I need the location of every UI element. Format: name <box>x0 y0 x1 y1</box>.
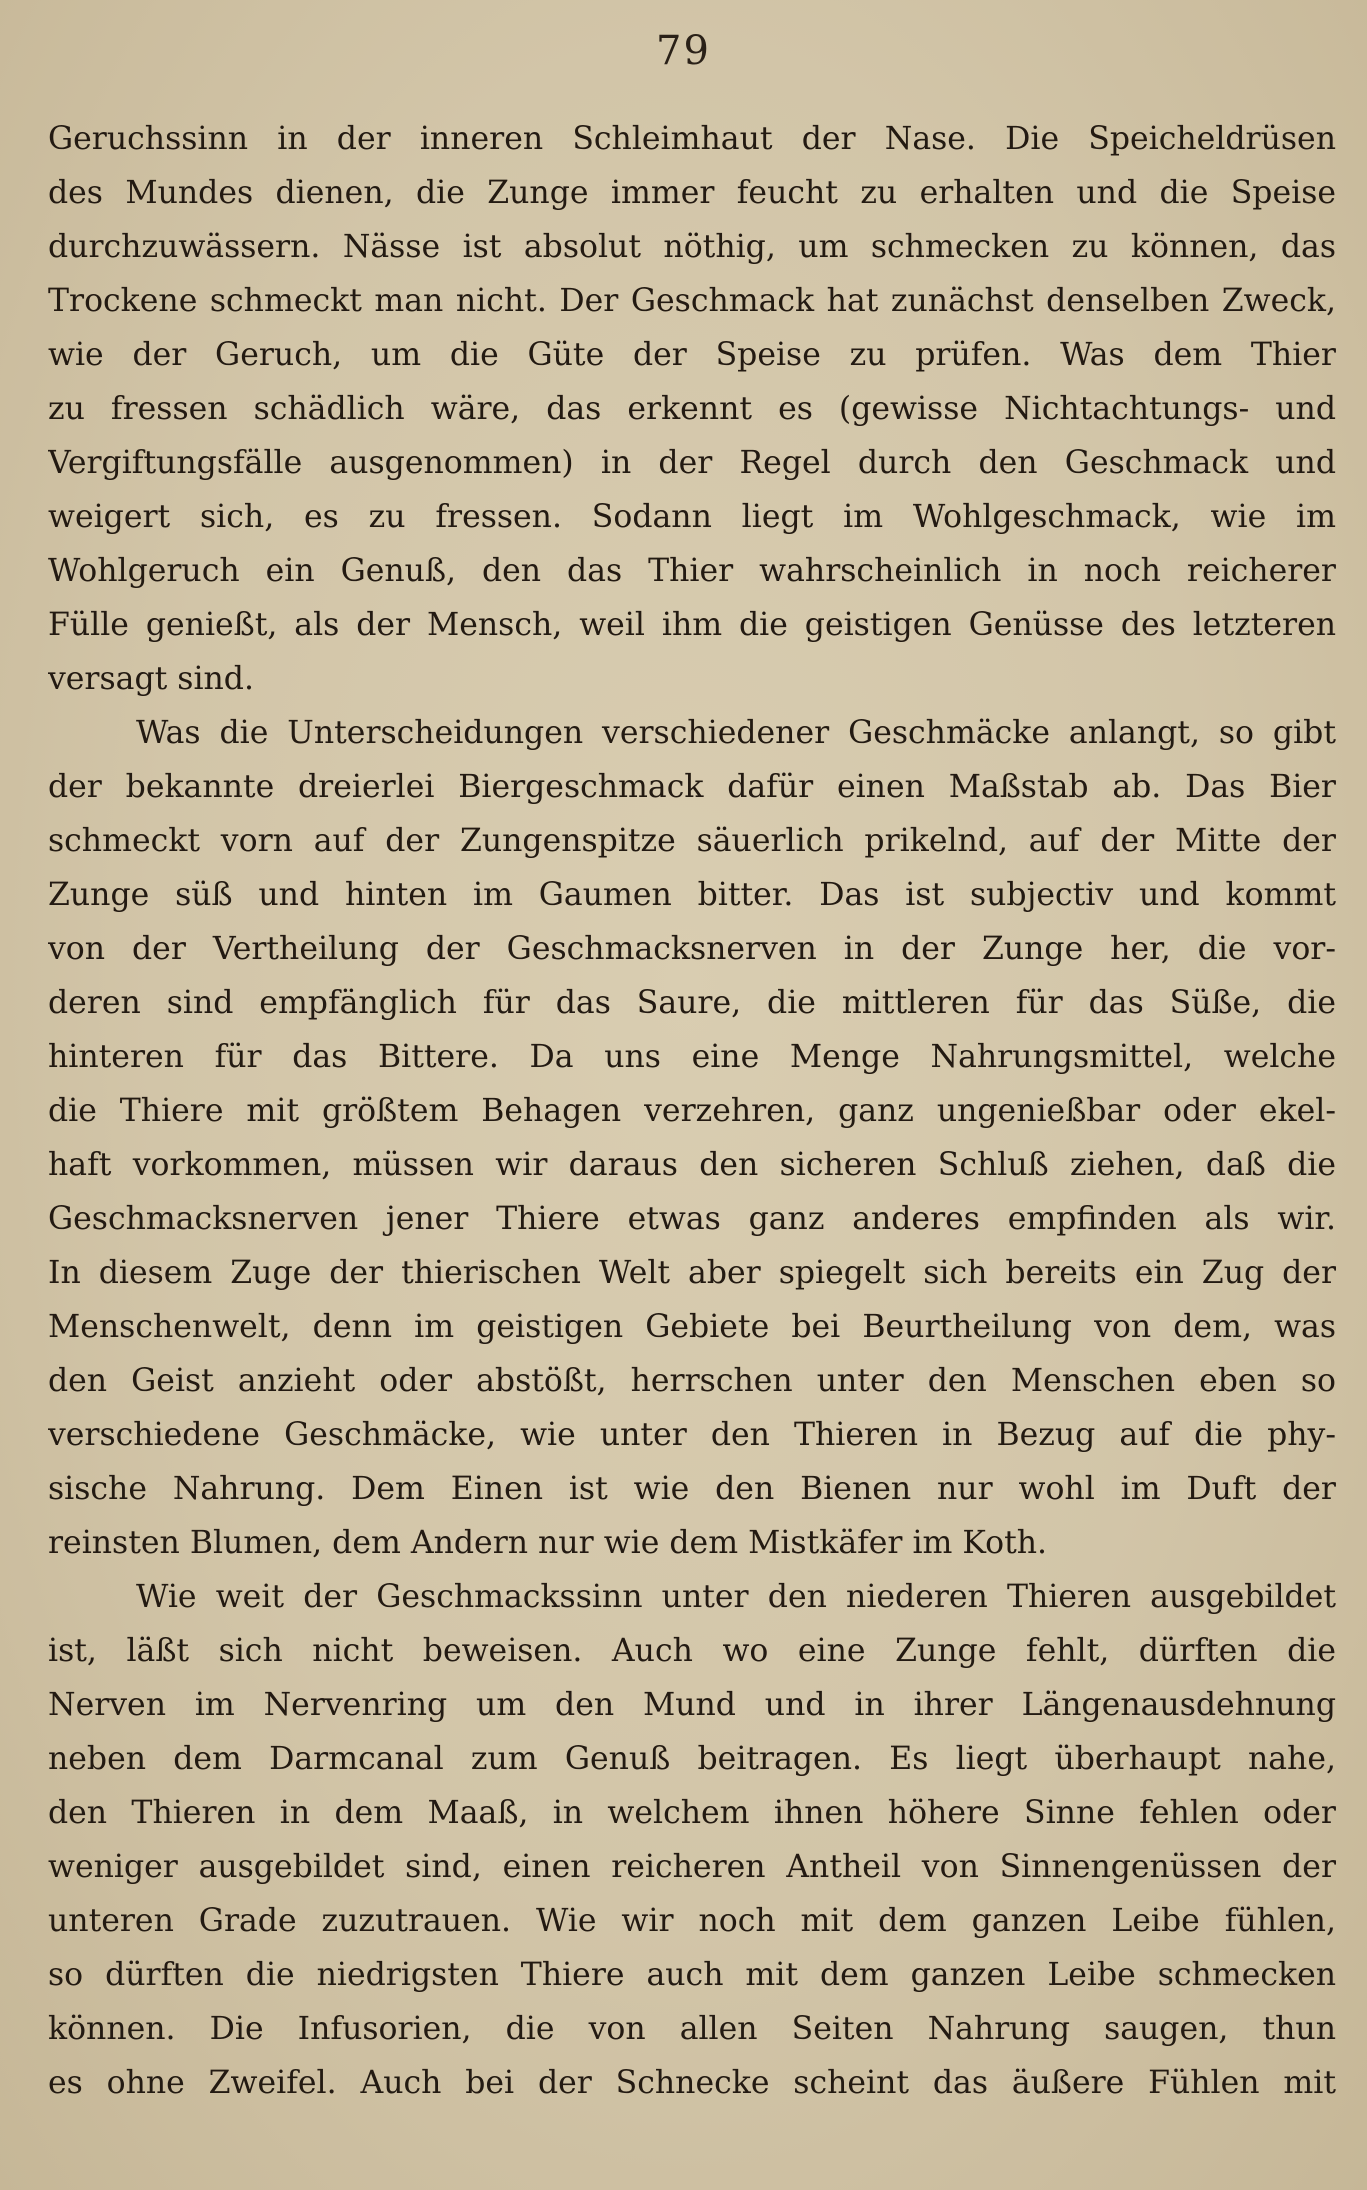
text-line: unteren Grade zuzutrauen. Wie wir noch mit dem ganzen Leibe fühlen, <box>48 1903 1336 1939</box>
text-line: neben dem Darmcanal zum Genuß beitragen. Es liegt überhaupt nahe, <box>48 1741 1336 1777</box>
text-line: deren sind empfänglich für das Saure, die mittleren für das Süße, die <box>48 985 1336 1021</box>
text-line: versagt sind. <box>48 661 254 697</box>
text-line: den Geist anzieht oder abstößt, herrschen unter den Menschen eben so <box>48 1363 1336 1399</box>
text-line: Wie weit der Geschmackssinn unter den niederen Thieren ausgebildet <box>136 1579 1336 1615</box>
paragraph-2 <box>48 706 1336 1570</box>
text-line: verschiedene Geschmäcke, wie unter den Thieren in Bezug auf die phy- <box>48 1417 1336 1453</box>
text-line: weniger ausgebildet sind, einen reicheren Antheil von Sinnengenüssen der <box>48 1849 1336 1885</box>
text-line: Menschenwelt, denn im geistigen Gebiete bei Beurtheilung von dem, was <box>48 1309 1336 1345</box>
text-line: können. Die Infusorien, die von allen Seiten Nahrung saugen, thun <box>48 2011 1336 2047</box>
text-line: durchzuwässern. Nässe ist absolut nöthig, um schmecken zu können, das <box>48 229 1336 265</box>
text-line: Zunge süß und hinten im Gaumen bitter. Das ist subjectiv und kommt <box>48 877 1336 913</box>
text-line: Nerven im Nervenring um den Mund und in ihrer Längenausdehnung <box>48 1687 1336 1723</box>
text-line: Geschmacksnerven jener Thiere etwas ganz anderes empfinden als wir. <box>48 1201 1336 1237</box>
text-line: zu fressen schädlich wäre, das erkennt es (gewisse Nichtachtungs- und <box>48 391 1336 427</box>
body-text <box>48 112 1336 2110</box>
text-line: reinsten Blumen, dem Andern nur wie dem Mistkäfer im Koth. <box>48 1525 1048 1561</box>
paragraph-3 <box>48 1570 1336 2110</box>
text-line: Vergiftungsfälle ausgenommen) in der Regel durch den Geschmack und <box>48 445 1336 481</box>
text-line: hinteren für das Bittere. Da uns eine Menge Nahrungsmittel, welche <box>48 1039 1336 1075</box>
paragraph-1 <box>48 112 1336 706</box>
text-line: weigert sich, es zu fressen. Sodann liegt im Wohlgeschmack, wie im <box>48 499 1336 535</box>
text-line: ist, läßt sich nicht beweisen. Auch wo eine Zunge fehlt, dürften die <box>48 1633 1336 1669</box>
text-line: sische Nahrung. Dem Einen ist wie den Bienen nur wohl im Duft der <box>48 1471 1336 1507</box>
text-line: Wohlgeruch ein Genuß, den das Thier wahrscheinlich in noch reicherer <box>48 553 1336 589</box>
text-line: des Mundes dienen, die Zunge immer feucht zu erhalten und die Speise <box>48 175 1336 211</box>
text-line: die Thiere mit größtem Behagen verzehren, ganz ungenießbar oder ekel- <box>48 1093 1336 1129</box>
text-line: es ohne Zweifel. Auch bei der Schnecke scheint das äußere Fühlen mit <box>48 2065 1336 2101</box>
text-line: Geruchssinn in der inneren Schleimhaut der Nase. Die Speicheldrüsen <box>48 121 1336 157</box>
text-line: so dürften die niedrigsten Thiere auch mit dem ganzen Leibe schmecken <box>48 1957 1336 1993</box>
page-number: 79 <box>656 28 711 74</box>
text-line: den Thieren in dem Maaß, in welchem ihnen höhere Sinne fehlen oder <box>48 1795 1336 1831</box>
text-line: Fülle genießt, als der Mensch, weil ihm die geistigen Genüsse des letzteren <box>48 607 1336 643</box>
text-line: wie der Geruch, um die Güte der Speise zu prüfen. Was dem Thier <box>48 337 1336 373</box>
text-line: der bekannte dreierlei Biergeschmack dafür einen Maßstab ab. Das Bier <box>48 769 1336 805</box>
text-line: In diesem Zuge der thierischen Welt aber spiegelt sich bereits ein Zug der <box>48 1255 1336 1291</box>
text-line: Trockene schmeckt man nicht. Der Geschmack hat zunächst denselben Zweck, <box>48 283 1336 319</box>
text-line: von der Vertheilung der Geschmacksnerven in der Zunge her, die vor- <box>48 931 1336 967</box>
text-line: Was die Unterscheidungen verschiedener Geschmäcke anlangt, so gibt <box>136 715 1336 751</box>
text-line: schmeckt vorn auf der Zungenspitze säuerlich prikelnd, auf der Mitte der <box>48 823 1336 859</box>
text-line: haft vorkommen, müssen wir daraus den sicheren Schluß ziehen, daß die <box>48 1147 1336 1183</box>
